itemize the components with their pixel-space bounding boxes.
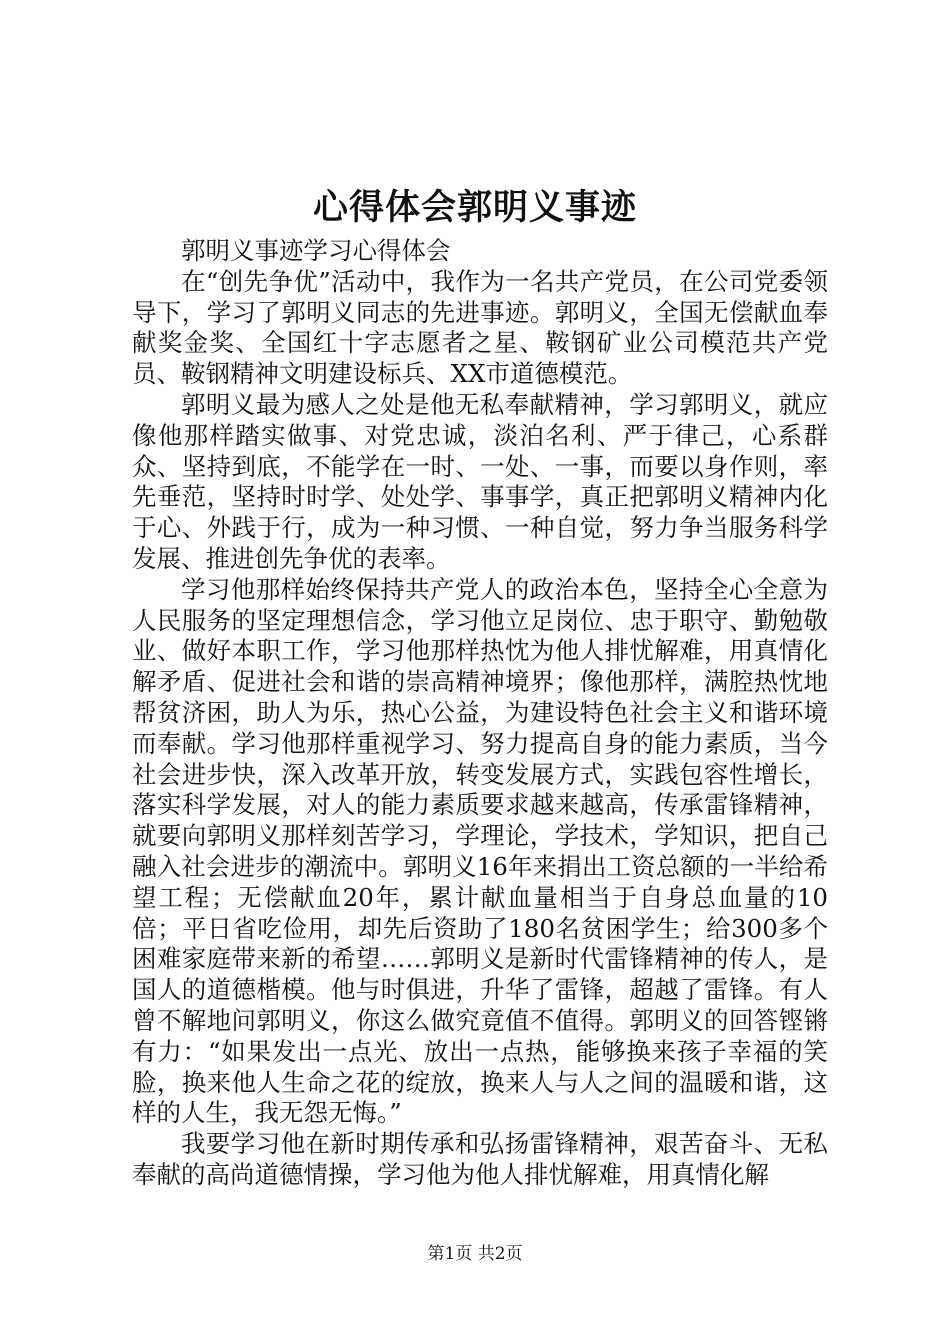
paragraph-4: 我要学习他在新时期传承和弘扬雷锋精神，艰苦奋斗、无私奉献的高尚道德情操，学习他为他人排忧解难，用真情化解 <box>132 1129 828 1189</box>
paragraph-3: 学习他那样始终保持共产党人的政治本色，坚持全心全意为人民服务的坚定理想信念，学习他立足岗位、忠于职守、勤勉敬业、做好本职工作，学习他那样热忱为他人排忧解难，用真情化解矛盾、促进社会和谐的崇高精神境界；像他那样，满腔热忱地帮贫济困，助人为乐，热心公益，为建设特色社会主义和谐环境而奉献。学习他那样重视学习、努力提高自身的能力素质，当今社会进步快，深入改革开放，转变发展方式，实践包容性增长，落实科学发展，对人的能力素质要求越来越高，传承雷锋精神，就要向郭明义那样刻苦学习，学理论，学技术，学知识，把自己融入社会进步的潮流中。郭明义16年来捐出工资总额的一半给希望工程；无偿献血20年，累计献血量相当于自身总血量的10倍；平日省吃俭用，却先后资助了180名贫困学生；给300多个困难家庭带来新的希望……郭明义是新时代雷锋精神的传人，是国人的道德楷模。他与时俱进，升华了雷锋，超越了雷锋。有人曾不解地问郭明义，你这么做究竟值不值得。郭明义的回答铿锵有力：“如果发出一点光、放出一点热，能够换来孩子幸福的笑脸，换来他人生命之花的绽放，换来人与人之间的温暖和谐，这样的人生，我无怨无悔。” <box>132 574 828 1128</box>
document-subtitle: 郭明义事迹学习心得体会 <box>181 236 451 265</box>
paragraph-1: 在“创先争优”活动中，我作为一名共产党员，在公司党委领导下，学习了郭明义同志的先进事迹。郭明义，全国无偿献血奉献奖金奖、全国红十字志愿者之星、鞍钢矿业公司模范共产党员、鞍钢精神文明建设标兵、XX市道德模范。 <box>132 266 828 389</box>
document-body <box>132 236 828 1191</box>
document-title: 心得体会郭明义事迹 <box>312 187 637 228</box>
paragraph-2: 郭明义最为感人之处是他无私奉献精神，学习郭明义，就应像他那样踏实做事、对党忠诚，淡泊名利、严于律己，心系群众、坚持到底，不能学在一时、一处、一事，而要以身作则，率先垂范，坚持时时学、处处学、事事学，真正把郭明义精神内化于心、外践于行，成为一种习惯、一种自觉，努力争当服务科学发展、推进创先争优的表率。 <box>132 389 828 573</box>
page-footer: 第1页 共2页 <box>427 1244 523 1264</box>
